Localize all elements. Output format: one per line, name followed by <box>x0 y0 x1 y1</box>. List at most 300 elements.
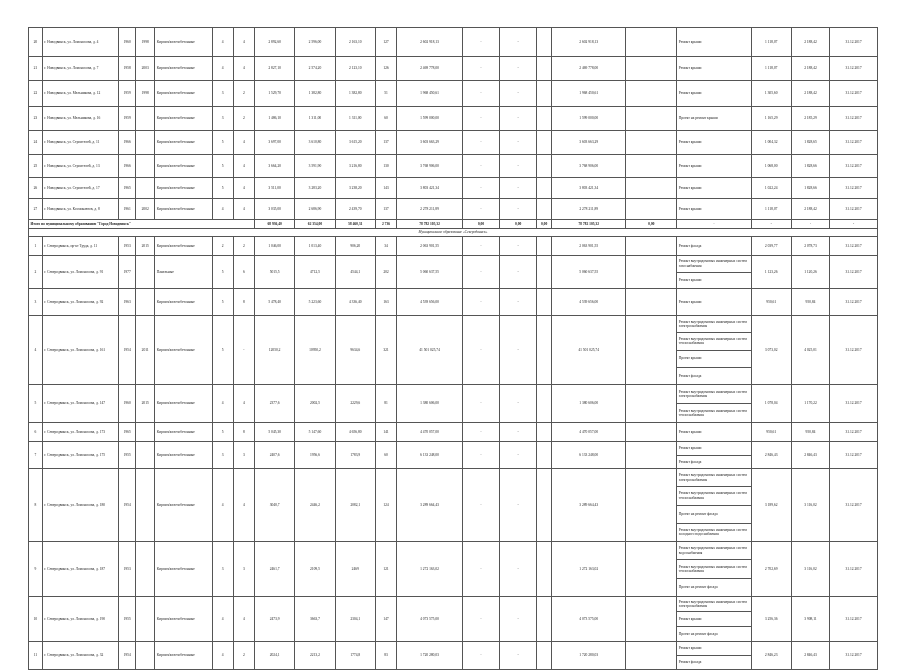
row-number: 10 <box>29 596 43 641</box>
row-works <box>677 469 751 542</box>
row-living-area: 2446,2 <box>295 469 335 542</box>
row-year-built: 1954 <box>119 316 136 385</box>
row-year-repair <box>136 469 155 542</box>
row-empty <box>626 256 677 289</box>
row-unit-cost: 2 039,77 <box>751 237 791 256</box>
table-row <box>29 385 878 423</box>
row-owned-area: 1 382,80 <box>335 81 375 107</box>
row-work-item: Ремонт внутридомовых инженерных систем теплоснабжения <box>677 333 750 350</box>
row-empty <box>537 155 552 178</box>
row-unit-cost: 950,61 <box>751 289 791 316</box>
row-empty <box>537 423 552 442</box>
row-living-area: 3 591,90 <box>295 155 335 178</box>
row-work: Ремонт крыши <box>677 81 751 107</box>
row-total-area: 1 529,70 <box>254 81 294 107</box>
row-owners-funds: 1 380 606,00 <box>552 385 626 423</box>
row-work: Ремонт крыши <box>677 155 751 178</box>
row-wall-material: Кирпич/железобетонные <box>155 237 212 256</box>
row-budget: - <box>500 178 537 199</box>
row-cost: 1 380 606,00 <box>397 385 463 423</box>
row-year-repair <box>136 289 155 316</box>
row-floors: 5 <box>212 316 233 385</box>
row-total-area: 5 478,40 <box>254 289 294 316</box>
row-floors: 4 <box>212 28 233 57</box>
row-owners-funds: 4 073 575,00 <box>552 596 626 641</box>
row-residents: 121 <box>375 542 396 597</box>
row-cost: 3 603 663,29 <box>397 131 463 155</box>
row-year-repair: 1998 <box>136 28 155 57</box>
row-number: 27 <box>29 199 43 220</box>
row-work-item: Ремонт внутридомовых инженерных систем теплоснабжения <box>677 487 750 505</box>
row-deadline: 31.12.2017 <box>830 107 878 131</box>
row-number: 26 <box>29 178 43 199</box>
row-empty <box>626 131 677 155</box>
row-work-item: Ремонт крыши <box>678 429 702 434</box>
row-work-item: Ремонт крыши <box>677 612 750 627</box>
row-residents: 321 <box>375 316 396 385</box>
total-row <box>29 220 878 229</box>
row-residents: 51 <box>375 81 396 107</box>
row-works <box>677 316 751 385</box>
row-budget: - <box>500 542 537 597</box>
row-total-area: 12050,2 <box>254 316 294 385</box>
table-row <box>29 596 878 641</box>
row-work-item: Ремонт внутридомовых инженерных систем теплоснабжения <box>677 560 750 578</box>
row-fund: - <box>462 28 499 57</box>
document-page <box>28 27 878 670</box>
row-year-built: 1960 <box>119 385 136 423</box>
row-living-area: 2213,2 <box>295 641 335 669</box>
row-wall-material: Кирпич/железобетонные <box>155 542 212 597</box>
row-work-item: Ремонт внутридомовых инженерных систем теплоснабжения <box>678 408 747 417</box>
row-budget: - <box>500 289 537 316</box>
row-budget: - <box>500 385 537 423</box>
row-work-item: Ремонт крыши <box>678 278 702 283</box>
row-entrances: 4 <box>233 178 254 199</box>
row-address: г. Северодвинск, пр-кт Труда, д. 11 <box>42 237 118 256</box>
row-work-item: Проект на ремонт фасада <box>678 585 718 590</box>
row-cost: 4 470 057,00 <box>397 423 463 442</box>
row-owned-area: 2 439,70 <box>335 199 375 220</box>
row-residents: 202 <box>375 256 396 289</box>
row-year-built: 1966 <box>119 155 136 178</box>
row-entrances: 4 <box>233 199 254 220</box>
row-deadline: 31.12.2017 <box>830 199 878 220</box>
row-owners-funds: 1 599 000,00 <box>552 107 626 131</box>
row-year-built: 1977 <box>119 256 136 289</box>
row-entrances: 4 <box>233 596 254 641</box>
row-owners-funds: 3 768 906,00 <box>552 155 626 178</box>
row-max-unit-cost: 3 116,02 <box>791 542 829 597</box>
table-row <box>29 442 878 469</box>
row-deadline: 31.12.2017 <box>830 316 878 385</box>
row-owned-area: 1783,9 <box>335 442 375 469</box>
row-year-repair: 2015 <box>136 237 155 256</box>
table-row <box>29 289 878 316</box>
row-deadline: 31.12.2017 <box>830 423 878 442</box>
row-cost: 4 539 656,00 <box>397 289 463 316</box>
row-work-item: Ремонт внутридомовых инженерных систем электроснабжения <box>677 316 750 333</box>
row-floors: 3 <box>212 107 233 131</box>
row-unit-cost: 1 118,07 <box>751 199 791 220</box>
repair-program-table <box>28 27 878 670</box>
row-living-area: 10950,2 <box>295 316 335 385</box>
row-entrances: 2 <box>233 107 254 131</box>
row-max-unit-cost: 2 078,73 <box>791 237 829 256</box>
row-empty <box>626 107 677 131</box>
table-row <box>29 131 878 155</box>
row-living-area: 1 382,80 <box>295 81 335 107</box>
row-living-area: 5 223,60 <box>295 289 335 316</box>
total-rest: - <box>791 220 829 229</box>
row-empty <box>626 199 677 220</box>
row-floors: 4 <box>212 641 233 669</box>
row-year-built: 1963 <box>119 289 136 316</box>
row-cost: 5 060 637,55 <box>397 256 463 289</box>
row-year-built: 1961 <box>119 199 136 220</box>
row-total-area: 3040,7 <box>254 469 294 542</box>
row-owners-funds: 1 720 280,03 <box>552 641 626 669</box>
row-empty <box>537 641 552 669</box>
total-area1: 68 936,40 <box>254 220 294 229</box>
row-floors: 3 <box>212 81 233 107</box>
row-owned-area: 3 216,80 <box>335 155 375 178</box>
row-unit-cost: 950,61 <box>751 423 791 442</box>
row-address: г. Северодвинск, ул. Ломоносова, д. 175 <box>42 442 118 469</box>
row-floors: 5 <box>212 178 233 199</box>
row-number: 22 <box>29 81 43 107</box>
row-max-unit-cost: 2 846,43 <box>791 641 829 669</box>
row-unit-cost: 1 078,04 <box>751 385 791 423</box>
row-floors: 5 <box>212 155 233 178</box>
row-fund: - <box>462 57 499 81</box>
row-max-unit-cost: 2 846,43 <box>791 442 829 469</box>
row-work: Ремонт крыши <box>677 131 751 155</box>
row-cost: 1 968 450,61 <box>397 81 463 107</box>
row-wall-material: Панельные <box>155 256 212 289</box>
row-total-area: 2377,6 <box>254 385 294 423</box>
row-max-unit-cost: 2 188,42 <box>791 57 829 81</box>
row-living-area: 1956,6 <box>295 442 335 469</box>
row-year-built: 1965 <box>119 178 136 199</box>
row-entrances: 4 <box>233 155 254 178</box>
totals <box>29 220 878 237</box>
row-owned-area: 4 656,80 <box>335 423 375 442</box>
row-empty <box>626 57 677 81</box>
row-residents: 143 <box>375 178 396 199</box>
row-deadline: 31.12.2017 <box>830 178 878 199</box>
row-year-repair <box>136 442 155 469</box>
row-floors: 3 <box>212 442 233 469</box>
row-work-item: Ремонт фасада <box>678 243 702 248</box>
row-total-area: 2 827,10 <box>254 57 294 81</box>
row-work-item: Ремонт внутридомовых инженерных систем газоснабжения <box>677 256 750 273</box>
row-living-area: 1 311,00 <box>295 107 335 131</box>
row-address: г. Северодвинск, ул. Ломоносова, д. 91 <box>42 256 118 289</box>
row-address: г. Новодвинск, ул. Мельникова, д. 12 <box>42 81 118 107</box>
table-row <box>29 469 878 542</box>
row-empty <box>626 237 677 256</box>
row-address: г. Северодвинск, ул. Ломоносова, д. 180 <box>42 469 118 542</box>
row-works <box>677 289 751 316</box>
row-year-repair <box>136 423 155 442</box>
row-residents: 130 <box>375 155 396 178</box>
row-year-built: 1953 <box>119 542 136 597</box>
total-rest: - <box>830 220 878 229</box>
row-fund: - <box>462 256 499 289</box>
row-entrances: - <box>233 316 254 385</box>
rows-severodvinsk <box>29 237 878 670</box>
row-year-built: 1966 <box>119 131 136 155</box>
table-row <box>29 28 878 57</box>
row-budget: - <box>500 199 537 220</box>
row-number: 9 <box>29 542 43 597</box>
row-total-area: 1 046,00 <box>254 237 294 256</box>
row-owned-area: 3 615,20 <box>335 131 375 155</box>
row-empty <box>626 469 677 542</box>
row-unit-cost: 2 702,69 <box>751 542 791 597</box>
row-year-built: 1965 <box>119 423 136 442</box>
row-floors: 4 <box>212 385 233 423</box>
row-max-unit-cost: 2 188,42 <box>791 28 829 57</box>
table-row <box>29 423 878 442</box>
row-owned-area: 1774,8 <box>335 641 375 669</box>
row-wall-material: Кирпич/железобетонные <box>155 107 212 131</box>
row-deadline: 31.12.2017 <box>830 237 878 256</box>
row-empty <box>626 542 677 597</box>
row-cost: 2 063 901,55 <box>397 237 463 256</box>
row-floors: 5 <box>212 289 233 316</box>
row-fund: - <box>462 469 499 542</box>
total-c5: 0,00 <box>626 220 677 229</box>
row-fund: - <box>462 542 499 597</box>
row-work-item: Проект на ремонт фасада <box>677 506 750 524</box>
row-empty <box>537 316 552 385</box>
total-area2: 62 354,00 <box>295 220 335 229</box>
row-fund: - <box>462 237 499 256</box>
row-year-built: 1955 <box>119 442 136 469</box>
row-deadline: 31.12.2017 <box>830 442 878 469</box>
row-budget: - <box>500 81 537 107</box>
row-number: 25 <box>29 155 43 178</box>
row-year-repair <box>136 178 155 199</box>
row-entrances: 4 <box>233 385 254 423</box>
row-address: г. Северодвинск, ул. Ломоносова, д. 32 <box>42 641 118 669</box>
row-wall-material: Кирпич/железобетонные <box>155 131 212 155</box>
row-address: г. Северодвинск, ул. Ломоносова, д. 187 <box>42 542 118 597</box>
row-living-area: 4712,5 <box>295 256 335 289</box>
row-year-repair: 2011 <box>136 316 155 385</box>
row-owners-funds: 5 060 637,55 <box>552 256 626 289</box>
row-address: г. Северодвинск, ул. Ломоносова, д. 147 <box>42 385 118 423</box>
row-cost: 3 289 664,43 <box>397 469 463 542</box>
row-total-area: 3 511,00 <box>254 178 294 199</box>
row-number: 23 <box>29 107 43 131</box>
row-total-area: 2024,1 <box>254 641 294 669</box>
row-budget: - <box>500 256 537 289</box>
row-deadline: 31.12.2017 <box>830 155 878 178</box>
row-deadline: 31.12.2017 <box>830 596 878 641</box>
row-work-item: Ремонт внутридомовых инженерных систем электроснабжения <box>677 469 750 487</box>
row-owned-area: 2229,6 <box>335 385 375 423</box>
row-wall-material: Кирпич/железобетонные <box>155 155 212 178</box>
row-cost: 1 599 000,00 <box>397 107 463 131</box>
row-address: г. Северодвинск, ул. Ломоносова, д. 161 <box>42 316 118 385</box>
row-number: 3 <box>29 289 43 316</box>
row-empty <box>537 178 552 199</box>
row-fund: - <box>462 442 499 469</box>
table-row <box>29 81 878 107</box>
row-unit-cost: 3 189,62 <box>751 469 791 542</box>
row-year-repair: 2002 <box>136 199 155 220</box>
row-cost: 1 720 280,03 <box>397 641 463 669</box>
row-living-area: 3 283,20 <box>295 178 335 199</box>
row-cost: 2 469 778,00 <box>397 57 463 81</box>
row-owners-funds: 1 272 163,02 <box>552 542 626 597</box>
row-living-area: 1 013,40 <box>295 237 335 256</box>
row-fund: - <box>462 289 499 316</box>
row-owners-funds: 4 470 057,00 <box>552 423 626 442</box>
row-work-item: Ремонт внутридомовых инженерных систем холодного водоснабжения <box>678 527 747 537</box>
row-budget: - <box>500 469 537 542</box>
row-owned-area: 2304,1 <box>335 596 375 641</box>
row-fund: - <box>462 641 499 669</box>
row-address: г. Новодвинск, ул. Строителей, д. 11 <box>42 131 118 155</box>
row-fund: - <box>462 131 499 155</box>
row-empty <box>626 28 677 57</box>
row-year-repair <box>136 596 155 641</box>
row-owned-area: 4544,1 <box>335 256 375 289</box>
row-residents: 60 <box>375 442 396 469</box>
row-total-area: 5 045,30 <box>254 423 294 442</box>
row-owners-funds: 3 603 663,29 <box>552 131 626 155</box>
row-floors: 3 <box>212 542 233 597</box>
row-owned-area: 2 163,10 <box>335 28 375 57</box>
row-year-repair: 1998 <box>136 81 155 107</box>
row-entrances: 2 <box>233 81 254 107</box>
row-fund: - <box>462 81 499 107</box>
row-work-item: Ремонт фасада <box>678 459 702 464</box>
section-row <box>29 229 878 237</box>
row-total-area: 2407,6 <box>254 442 294 469</box>
row-living-area: 5 147,60 <box>295 423 335 442</box>
row-empty <box>537 385 552 423</box>
row-owners-funds: 6 133 248,00 <box>552 442 626 469</box>
row-year-repair <box>136 256 155 289</box>
row-empty <box>626 289 677 316</box>
row-entrances: 2 <box>233 641 254 669</box>
row-wall-material: Кирпич/железобетонные <box>155 28 212 57</box>
row-wall-material: Кирпич/железобетонные <box>155 316 212 385</box>
row-work-item: Ремонт внутридомовых инженерных систем электроснабжения <box>677 597 750 612</box>
section-title: Муниципальное образование «Северодвинск» <box>29 229 878 237</box>
row-total-area: 3 664,20 <box>254 155 294 178</box>
row-fund: - <box>462 596 499 641</box>
row-residents: 137 <box>375 131 396 155</box>
row-floors: 5 <box>212 423 233 442</box>
row-unit-cost: 1 118,07 <box>751 57 791 81</box>
table-row <box>29 641 878 669</box>
row-owners-funds: 1 968 450,61 <box>552 81 626 107</box>
row-work-item: Ремонт внутридомовых инженерных систем электроснабжения <box>677 385 750 404</box>
row-wall-material: Кирпич/железобетонные <box>155 178 212 199</box>
row-wall-material: Кирпич/железобетонные <box>155 641 212 669</box>
row-empty <box>537 237 552 256</box>
row-budget: - <box>500 442 537 469</box>
row-number: 24 <box>29 131 43 155</box>
row-entrances: 6 <box>233 256 254 289</box>
row-budget: - <box>500 237 537 256</box>
total-cost: 78 782 105,32 <box>397 220 463 229</box>
row-floors: 5 <box>212 131 233 155</box>
row-owned-area: 2 123,10 <box>335 57 375 81</box>
row-unit-cost: 1 118,07 <box>751 28 791 57</box>
total-c4: 78 782 105,32 <box>552 220 626 229</box>
row-living-area: 3663,7 <box>295 596 335 641</box>
table-row <box>29 256 878 289</box>
row-empty <box>537 442 552 469</box>
row-owned-area: 1 311,00 <box>335 107 375 131</box>
row-work: Ремонт крыши <box>677 28 751 57</box>
row-entrances: 3 <box>233 442 254 469</box>
row-owned-area: 3 238,20 <box>335 178 375 199</box>
row-empty <box>626 385 677 423</box>
row-deadline: 31.12.2017 <box>830 641 878 669</box>
row-total-area: 5015,5 <box>254 256 294 289</box>
row-residents: 141 <box>375 423 396 442</box>
row-empty <box>537 57 552 81</box>
row-work-item: Ремонт крыши <box>678 299 702 304</box>
row-residents: 60 <box>375 107 396 131</box>
row-work: Ремонт крыши <box>677 57 751 81</box>
row-unit-cost: 1 022,24 <box>751 178 791 199</box>
row-work-item: Ремонт фасада <box>678 660 702 665</box>
row-works <box>677 542 751 597</box>
row-max-unit-cost: 1 828,66 <box>791 178 829 199</box>
row-max-unit-cost: 1 120,26 <box>791 256 829 289</box>
row-owners-funds: 2 278 211,89 <box>552 199 626 220</box>
row-empty <box>537 81 552 107</box>
row-fund: - <box>462 155 499 178</box>
row-empty <box>626 155 677 178</box>
total-rest: - <box>677 220 751 229</box>
total-rest: - <box>751 220 791 229</box>
row-address: г. Северодвинск, ул. Ломоносова, д. 173 <box>42 423 118 442</box>
row-living-area: 2 574,20 <box>295 57 335 81</box>
row-year-repair <box>136 107 155 131</box>
row-year-built: 1954 <box>119 641 136 669</box>
row-empty <box>537 199 552 220</box>
row-wall-material: Кирпич/железобетонные <box>155 81 212 107</box>
row-floors: 4 <box>212 596 233 641</box>
row-max-unit-cost: 1 170,22 <box>791 385 829 423</box>
row-cost: 2 278 211,89 <box>397 199 463 220</box>
row-work: Проект на ремонт крыши <box>677 107 751 131</box>
row-number: 5 <box>29 385 43 423</box>
row-works <box>677 423 751 442</box>
row-work-item: Ремонт крыши <box>677 642 750 656</box>
row-address: г. Новодвинск, ул. Мельникова, д. 16 <box>42 107 118 131</box>
row-budget: - <box>500 316 537 385</box>
row-max-unit-cost: 3 908,11 <box>791 596 829 641</box>
row-deadline: 31.12.2017 <box>830 81 878 107</box>
row-work: Ремонт крыши <box>677 178 751 199</box>
row-max-unit-cost: 2 188,42 <box>791 81 829 107</box>
row-total-area: 3 035,00 <box>254 199 294 220</box>
row-total-area: 1 486,10 <box>254 107 294 131</box>
row-max-unit-cost: 950,84 <box>791 423 829 442</box>
row-empty <box>626 316 677 385</box>
